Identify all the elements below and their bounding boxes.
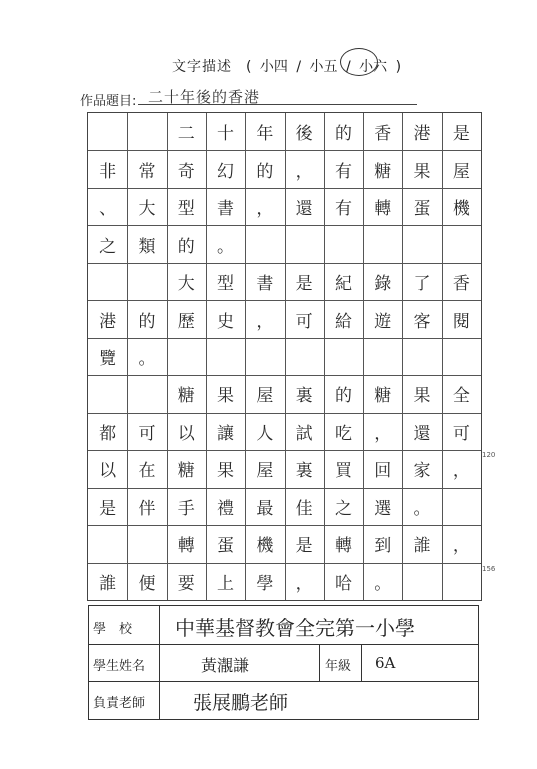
grid-cell: 奇 — [177, 161, 195, 182]
grid-cell — [206, 338, 245, 375]
grid-cell: 最 — [256, 498, 274, 519]
level-p5: 小五 — [309, 59, 338, 75]
info-table — [88, 605, 479, 720]
grid-cell: 覽 — [99, 348, 117, 369]
grid-cell: 紀 — [334, 274, 352, 295]
grid-cell: 錄 — [374, 274, 392, 295]
grid-cell: 的 — [256, 161, 274, 182]
margin-count-120: 120 — [482, 451, 496, 459]
grid-cell: 是 — [452, 124, 470, 145]
grid-cell: 裏 — [295, 461, 313, 482]
grid-cell: 讓 — [217, 423, 235, 444]
grid-cell — [324, 225, 363, 262]
grid-cell — [442, 225, 481, 262]
grid-cell: 上 — [217, 573, 235, 594]
grid-cell: 在 — [138, 461, 156, 482]
grid-cell: 蛋 — [217, 536, 235, 557]
grid-cell: 吃 — [334, 423, 352, 444]
grid-cell: 是 — [99, 498, 117, 519]
grid-cell: 可 — [452, 423, 470, 444]
grid-cell — [402, 563, 441, 600]
grid-cell: 選 — [374, 498, 392, 519]
info-col-divider — [319, 644, 320, 681]
grid-cell — [402, 225, 441, 262]
grid-cell: 了 — [413, 274, 431, 295]
grid-cell: 的 — [334, 386, 352, 407]
grid-cell: 屋 — [256, 386, 274, 407]
info-row-divider — [89, 681, 478, 682]
grid-cell: 伴 — [138, 498, 156, 519]
grid-cell: 給 — [334, 311, 352, 332]
grid-cell: ， — [256, 311, 274, 332]
level-selector — [244, 56, 403, 76]
grid-cell: 、 — [99, 199, 117, 220]
grid-cell: 。 — [413, 498, 431, 519]
grid-cell: 之 — [334, 498, 352, 519]
grid-cell — [88, 113, 127, 150]
grid-cell: 。 — [138, 348, 156, 369]
grid-cell: 家 — [413, 461, 431, 482]
grid-cell: 全 — [452, 386, 470, 407]
grid-cell — [127, 113, 166, 150]
info-col-divider — [361, 644, 362, 681]
grid-cell: 歷 — [177, 311, 195, 332]
grid-cell — [285, 225, 324, 262]
title-label: 作品題目: — [80, 94, 137, 109]
grid-cell: ， — [295, 573, 313, 594]
grid-cell: 十 — [217, 124, 235, 145]
grid-cell: 果 — [413, 161, 431, 182]
grid-cell: 以 — [177, 423, 195, 444]
grid-cell: 可 — [138, 423, 156, 444]
grid-cell: 佳 — [295, 498, 313, 519]
grid-cell — [127, 263, 166, 300]
grid-cell — [363, 225, 402, 262]
grid-cell: 裏 — [295, 386, 313, 407]
grid-cell: 蛋 — [413, 199, 431, 220]
grid-cell: ， — [256, 199, 274, 220]
title-value: 二十年後的香港 — [148, 88, 261, 106]
grid-cell: 型 — [217, 274, 235, 295]
grid-cell: 港 — [99, 311, 117, 332]
grid-cell: 的 — [334, 124, 352, 145]
grid-cell — [442, 488, 481, 525]
levels-open-paren: ( — [246, 59, 252, 75]
grade-label: 年級 — [325, 659, 352, 674]
grid-cell: 型 — [177, 199, 195, 220]
grade-value: 6A — [375, 654, 396, 672]
grid-cell: 到 — [374, 536, 392, 557]
grid-cell: 還 — [413, 423, 431, 444]
grid-cell: 買 — [334, 461, 352, 482]
grid-cell — [442, 563, 481, 600]
grid-cell: 誰 — [99, 573, 117, 594]
level-separator: / — [346, 59, 351, 75]
grid-cell — [88, 263, 127, 300]
grid-cell: 有 — [334, 161, 352, 182]
writing-grid — [87, 112, 482, 601]
grid-cell: 糖 — [374, 386, 392, 407]
grid-cell: 的 — [177, 236, 195, 257]
grid-cell: 可 — [295, 311, 313, 332]
school-value: 中華基督教會全完第一小學 — [175, 616, 415, 640]
grid-cell — [245, 225, 284, 262]
grid-cell: 還 — [295, 199, 313, 220]
info-col-divider — [159, 606, 160, 719]
grid-cell: 屋 — [452, 161, 470, 182]
grid-cell: 果 — [413, 386, 431, 407]
grid-cell: 是 — [295, 274, 313, 295]
grid-cell: 年 — [256, 124, 274, 145]
grid-cell: 遊 — [374, 311, 392, 332]
grid-cell — [127, 525, 166, 562]
levels-close-paren: ) — [395, 59, 402, 75]
grid-cell: 香 — [452, 274, 470, 295]
grid-cell: 港 — [413, 124, 431, 145]
grid-cell: 書 — [217, 199, 235, 220]
grid-cell: 有 — [334, 199, 352, 220]
grid-cell: 轉 — [334, 536, 352, 557]
student-name-label: 學生姓名 — [93, 659, 146, 674]
grid-cell: 機 — [452, 199, 470, 220]
grid-cell: 禮 — [217, 498, 235, 519]
grid-cell: 大 — [177, 274, 195, 295]
grid-cell: 手 — [177, 498, 195, 519]
grid-cell: 糖 — [177, 386, 195, 407]
grid-cell — [127, 375, 166, 412]
teacher-label: 負責老師 — [93, 696, 146, 711]
school-label: 學 校 — [93, 622, 133, 637]
grid-cell: 回 — [374, 461, 392, 482]
grid-cell: 客 — [413, 311, 431, 332]
grid-cell: 以 — [99, 461, 117, 482]
grid-cell: 都 — [99, 423, 117, 444]
grid-cell: 誰 — [413, 536, 431, 557]
selected-level-circle — [340, 48, 378, 76]
grid-cell: 常 — [138, 161, 156, 182]
grid-cell: 非 — [99, 161, 117, 182]
level-p4: 小四 — [259, 59, 288, 75]
grid-cell: 類 — [138, 236, 156, 257]
grid-cell: ， — [374, 423, 392, 444]
grid-cell: 機 — [256, 536, 274, 557]
grid-cell: 後 — [295, 124, 313, 145]
grid-cell: 人 — [256, 423, 274, 444]
grid-cell: 之 — [99, 236, 117, 257]
info-row-divider — [89, 644, 478, 645]
grid-cell: 屋 — [256, 461, 274, 482]
grid-cell: 史 — [217, 311, 235, 332]
grid-cell — [363, 338, 402, 375]
grid-cell — [442, 338, 481, 375]
grid-cell: 的 — [138, 311, 156, 332]
grid-cell: 哈 — [334, 573, 352, 594]
grid-cell: 書 — [256, 274, 274, 295]
grid-cell: 。 — [217, 236, 235, 257]
grid-cell: 果 — [217, 461, 235, 482]
grid-cell: 便 — [138, 573, 156, 594]
grid-cell: 糖 — [177, 461, 195, 482]
grid-cell — [285, 338, 324, 375]
teacher-value: 張展鵬老師 — [193, 692, 289, 714]
grid-cell: 是 — [295, 536, 313, 557]
grid-cell — [88, 525, 127, 562]
grid-cell: ， — [452, 461, 470, 482]
worksheet-title: 文字描述 — [172, 59, 232, 75]
grid-cell: 。 — [374, 573, 392, 594]
level-p6: 小六 — [359, 59, 388, 75]
grid-cell — [324, 338, 363, 375]
level-separator: / — [296, 59, 302, 75]
grid-cell: 幻 — [217, 161, 235, 182]
title-underline — [138, 104, 417, 105]
grid-cell: 要 — [177, 573, 195, 594]
margin-count-156: 156 — [482, 565, 496, 573]
grid-cell: ， — [452, 536, 470, 557]
grid-cell — [88, 375, 127, 412]
grid-cell: 學 — [256, 573, 274, 594]
grid-cell: 果 — [217, 386, 235, 407]
student-name-value: 黃㵾謙 — [201, 656, 250, 675]
grid-cell: 香 — [374, 124, 392, 145]
grid-cell: 試 — [295, 423, 313, 444]
grid-cell — [167, 338, 206, 375]
grid-cell: ， — [295, 161, 313, 182]
grid-cell: 大 — [138, 199, 156, 220]
grid-cell: 二 — [177, 124, 195, 145]
grid-cell: 轉 — [374, 199, 392, 220]
grid-cell: 閱 — [452, 311, 470, 332]
grid-cell — [245, 338, 284, 375]
grid-cell: 糖 — [374, 161, 392, 182]
grid-cell — [402, 338, 441, 375]
grid-cell: 轉 — [177, 536, 195, 557]
